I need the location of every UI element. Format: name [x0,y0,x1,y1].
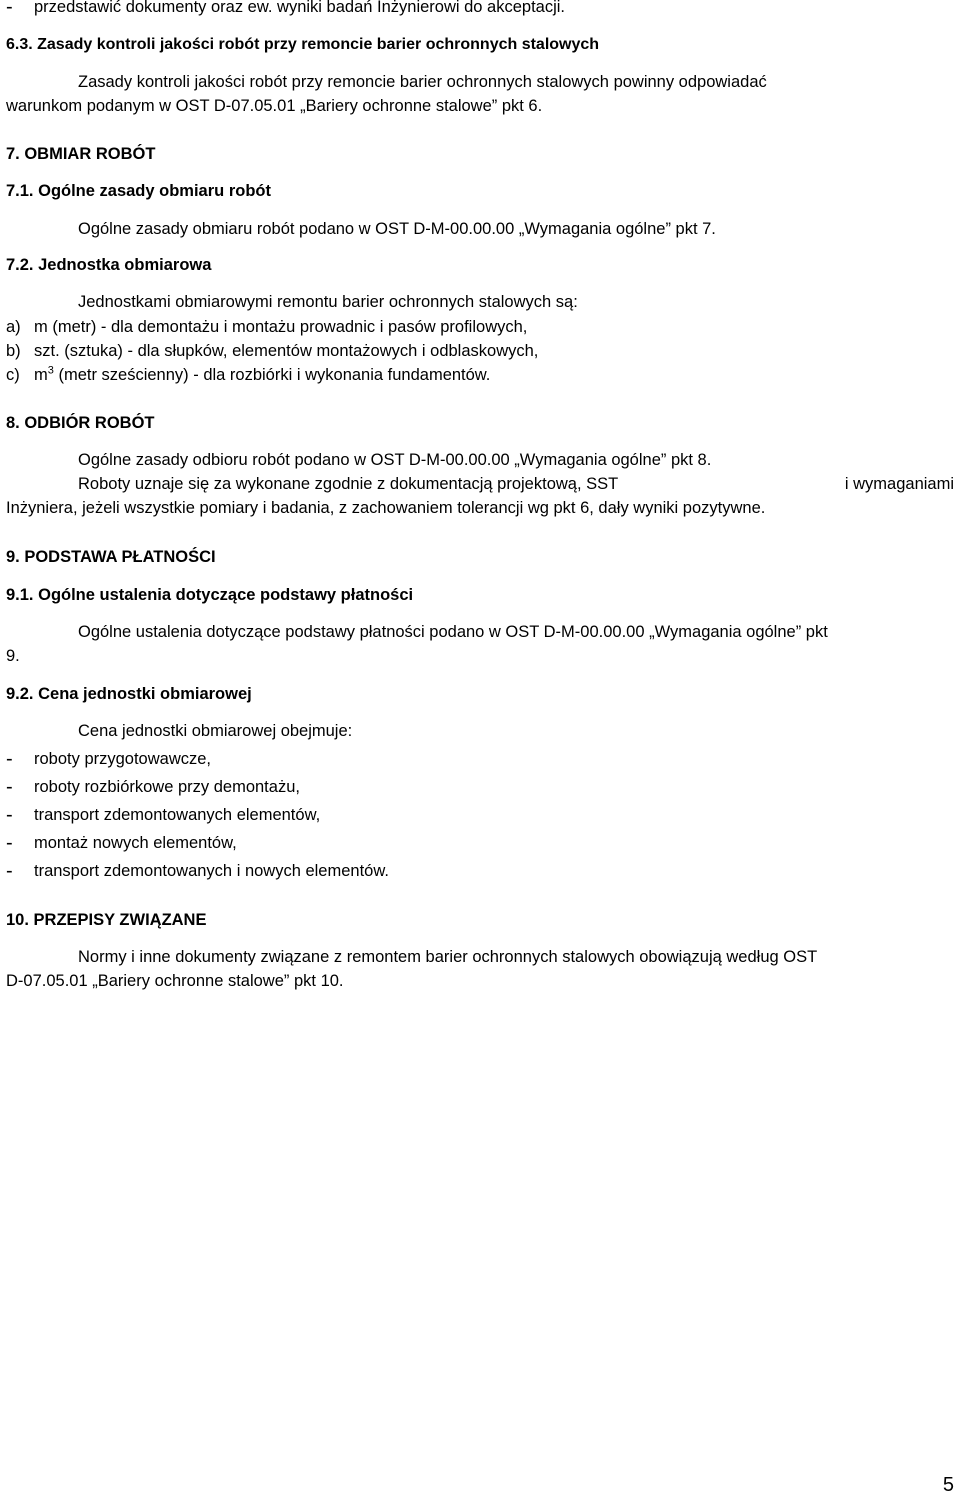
list-label-b: b) [6,342,21,360]
section-9-2-intro: Cena jednostki obmiarowej obejmuje: [78,722,353,740]
bullet-dash: - [6,776,13,798]
list-item-b [6,340,538,362]
list-text-c-post: (metr sześcienny) - dla rozbiórki i wykonania fundamentów. [53,366,491,384]
list-item: montaż nowych elementów, [34,834,237,852]
list-item: transport zdemontowanych elementów, [34,806,321,824]
bullet-dash: - [6,0,13,18]
section-6-3-heading: 6.3. Zasady kontroli jakości robót przy remoncie barier ochronnych stalowych [6,36,600,53]
list-item-c [6,364,490,386]
list-text-b: szt. (sztuka) - dla słupków, elementów montażowych i odblaskowych, [34,342,539,360]
bullet-dash: - [6,832,13,854]
bullet-dash: - [6,804,13,826]
section-8-line2-left: Roboty uznaje się za wykonane zgodnie z dokumentacją projektową, SST [78,475,619,493]
section-6-3-line2: warunkom podanym w OST D-07.05.01 „Bariery ochronne stalowe” pkt 6. [6,97,543,115]
bullet-dash: - [6,748,13,770]
list-text-a: m (metr) - dla demontażu i montażu prowadnic i pasów profilowych, [34,318,528,336]
section-10-line2: D-07.05.01 „Bariery ochronne stalowe” pkt 10. [6,972,344,990]
section-7-2-intro: Jednostkami obmiarowymi remontu barier ochronnych stalowych są: [78,293,578,311]
bullet-text: przedstawić dokumenty oraz ew. wyniki badań Inżynierowi do akceptacji. [34,0,566,16]
section-9-1-line1: Ogólne ustalenia dotyczące podstawy płatności podano w OST D-M-00.00.00 „Wymagania ogólne” pkt [78,623,828,641]
section-8-heading: 8. ODBIÓR ROBÓT [6,414,155,432]
section-10-heading: 10. PRZEPISY ZWIĄZANE [6,911,207,929]
section-8-line2-right: i wymaganiami [844,475,954,493]
section-7-1-text: Ogólne zasady obmiaru robót podano w OST D-M-00.00.00 „Wymagania ogólne” pkt 7. [78,220,716,238]
list-item-a [6,316,527,338]
page-number: 5 [942,1474,954,1496]
section-8-line3: Inżyniera, jeżeli wszystkie pomiary i badania, z zachowaniem tolerancji wg pkt 6, dały wyniki pozytywne. [6,499,766,517]
section-9-heading: 9. PODSTAWA PŁATNOŚCI [6,548,216,566]
section-10-line1: Normy i inne dokumenty związane z remontem barier ochronnych stalowych obowiązują według OST [78,948,818,966]
list-item: transport zdemontowanych i nowych elementów. [34,862,389,880]
list-text-c-pre: m [34,366,48,384]
bullet-dash: - [6,860,13,882]
section-8-line2 [78,473,954,495]
list-label-c: c) [6,366,20,384]
superscript-3: 3 [47,364,54,377]
section-7-heading: 7. OBMIAR ROBÓT [6,145,156,163]
section-7-2-heading: 7.2. Jednostka obmiarowa [6,256,212,274]
section-9-2-heading: 9.2. Cena jednostki obmiarowej [6,685,252,703]
list-item: roboty przygotowawcze, [34,750,211,768]
section-8-line1: Ogólne zasady odbioru robót podano w OST D-M-00.00.00 „Wymagania ogólne” pkt 8. [78,451,712,469]
section-9-1-heading: 9.1. Ogólne ustalenia dotyczące podstawy płatności [6,586,414,604]
list-label-a: a) [6,318,21,336]
section-9-1-line2: 9. [6,647,20,665]
section-7-1-heading: 7.1. Ogólne zasady obmiaru robót [6,182,271,200]
list-item: roboty rozbiórkowe przy demontażu, [34,778,300,796]
section-6-3-line1: Zasady kontroli jakości robót przy remoncie barier ochronnych stalowych powinny odpowiadać [78,73,767,91]
